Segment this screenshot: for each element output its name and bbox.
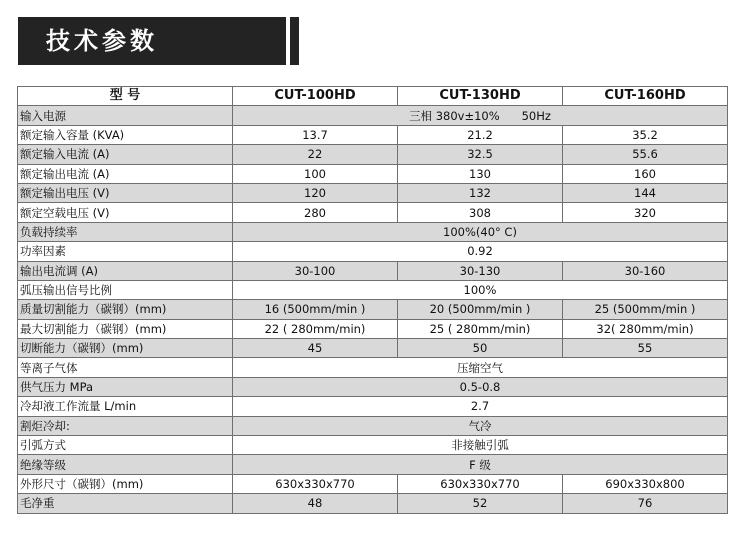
title-accent-bar [290,17,299,65]
table-row [18,261,728,280]
row-value: 130 [398,164,563,183]
title-banner [18,17,286,65]
row-value: 22 ( 280mm/min) [233,319,398,338]
row-label: 割炬冷却: [18,416,233,435]
column-header: CUT-100HD [233,87,398,106]
table-row [18,203,728,222]
row-value: 32( 280mm/min) [563,319,728,338]
table-row [18,164,728,183]
table-row [18,436,728,455]
row-label: 切断能力（碳钢）(mm) [18,339,233,358]
row-label: 毛净重 [18,494,233,513]
row-value: 55.6 [563,145,728,164]
row-label: 质量切割能力（碳钢）(mm) [18,300,233,319]
row-label: 供气压力 MPa [18,377,233,396]
row-label: 额定输出电压 (V) [18,183,233,202]
table-row [18,222,728,241]
row-value-merged: 100%(40° C) [233,222,728,241]
row-value: 21.2 [398,125,563,144]
row-value: 630x330x770 [233,474,398,493]
row-value: 100 [233,164,398,183]
table-row [18,183,728,202]
row-value: 45 [233,339,398,358]
row-value: 55 [563,339,728,358]
page-title: 技术参数 [46,27,158,55]
row-value: 52 [398,494,563,513]
row-value: 20 (500mm/min ) [398,300,563,319]
column-header: CUT-130HD [398,87,563,106]
row-value: 690x330x800 [563,474,728,493]
row-value-merged: 2.7 [233,397,728,416]
row-value: 30-100 [233,261,398,280]
table-row [18,494,728,513]
table-row [18,377,728,396]
column-header: CUT-160HD [563,87,728,106]
row-label: 绝缘等级 [18,455,233,474]
row-label: 引弧方式 [18,436,233,455]
row-value-merged: 气冷 [233,416,728,435]
row-value: 22 [233,145,398,164]
table-header-row [18,87,728,106]
table-row [18,474,728,493]
table-row [18,300,728,319]
row-value: 120 [233,183,398,202]
row-label: 等离子气体 [18,358,233,377]
table-row [18,455,728,474]
row-value-merged: 三相 380v±10% 50Hz [233,106,728,125]
row-label: 功率因素 [18,242,233,261]
row-label: 负载持续率 [18,222,233,241]
row-value: 13.7 [233,125,398,144]
row-value: 144 [563,183,728,202]
table-row [18,106,728,125]
row-label: 额定输出电流 (A) [18,164,233,183]
row-label: 最大切割能力（碳钢）(mm) [18,319,233,338]
spec-table-body [18,106,728,513]
row-value-merged: 0.92 [233,242,728,261]
row-label: 弧压输出信号比例 [18,280,233,299]
row-value: 280 [233,203,398,222]
table-row [18,416,728,435]
row-value: 32.5 [398,145,563,164]
row-value: 320 [563,203,728,222]
row-value: 160 [563,164,728,183]
row-value: 25 (500mm/min ) [563,300,728,319]
table-row [18,145,728,164]
row-value-merged: 压缩空气 [233,358,728,377]
row-value: 308 [398,203,563,222]
row-label: 输出电流调 (A) [18,261,233,280]
column-header: 型 号 [18,87,233,106]
row-value: 30-130 [398,261,563,280]
table-row [18,339,728,358]
row-value-merged: 100% [233,280,728,299]
spec-table [17,86,728,514]
table-row [18,358,728,377]
table-row [18,280,728,299]
row-value: 16 (500mm/min ) [233,300,398,319]
row-value: 50 [398,339,563,358]
row-value: 76 [563,494,728,513]
row-value: 48 [233,494,398,513]
row-value-merged: F 级 [233,455,728,474]
row-value: 25 ( 280mm/min) [398,319,563,338]
table-row [18,319,728,338]
row-label: 输入电源 [18,106,233,125]
row-value: 630x330x770 [398,474,563,493]
row-value: 35.2 [563,125,728,144]
row-label: 额定空载电压 (V) [18,203,233,222]
row-label: 额定输入电流 (A) [18,145,233,164]
row-value-merged: 0.5-0.8 [233,377,728,396]
row-value: 132 [398,183,563,202]
row-label: 额定输入容量 (KVA) [18,125,233,144]
table-row [18,242,728,261]
table-row [18,125,728,144]
row-value: 30-160 [563,261,728,280]
row-label: 外形尺寸（碳钢）(mm) [18,474,233,493]
table-row [18,397,728,416]
row-value-merged: 非接触引弧 [233,436,728,455]
row-label: 冷却液工作流量 L/min [18,397,233,416]
